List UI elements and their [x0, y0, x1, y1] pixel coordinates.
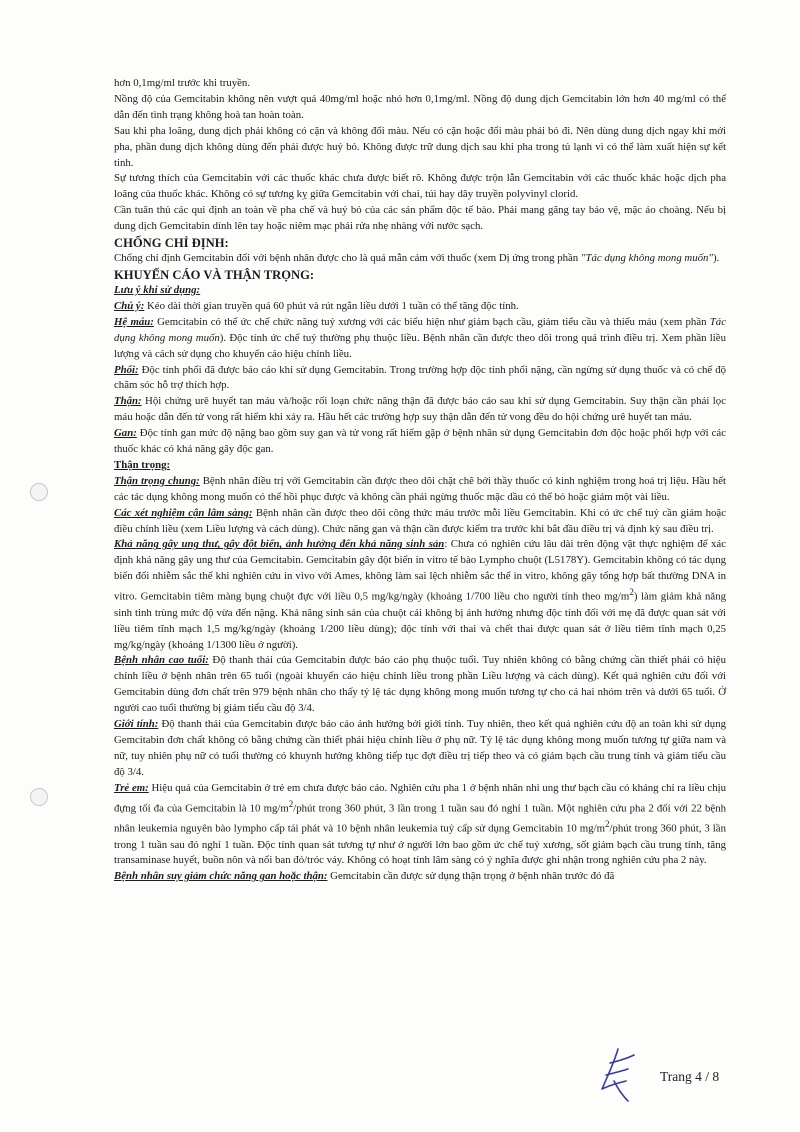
paragraph: Chống chỉ định Gemcitabin đối với bệnh nhân được cho là quá mẫn cảm với thuốc (xem Dị ứng trong phần "Tác dụng không mong muốn").	[114, 252, 720, 265]
paragraph-lab-tests: Các xét nghiệm cận lâm sàng: Bệnh nhân cần được theo dõi công thức máu trước mỗi liều Gemcitabin. Khi có ức chế tuỷ cần giảm hoặc điều chỉnh liều (xem Liều lượng và cách dùng). Chức năng gan và thận cần được kiểm tra trước khi bắt đầu điều trị và định kỳ sau điều trị.	[114, 506, 726, 535]
paragraph-hepatic-renal: Bệnh nhân suy giảm chức năng gan hoặc thận: Gemcitabin cần được sử dụng thận trọng ở bệnh nhân trước đó đã	[114, 870, 615, 883]
paragraph: Sự tương thích của Gemcitabin với các thuốc khác chưa được biết rõ. Không được trộn lẫn Gemcitabin với các thuốc khác hoặc dịch pha loãng của thuốc khác. Không có sự tương kỵ giữa Gemcitabin với chai, túi hay dây truyền polyvinyl clorid.	[114, 172, 726, 201]
paragraph-children: Trẻ em: Hiệu quả của Gemcitabin ở trẻ em chưa được báo cáo. Nghiên cứu pha 1 ở bệnh nhân nhi ung thư bạch cầu có kháng chỉ ra liều chịu đựng tối đa của Gemcitabin là 10 $mg/m^2$/phút trong 360 phút, 3 lần trong 1 tuần sau đó nghỉ 1 tuần. Một nghiên cứu pha 2 đối với 22 bệnh nhân leukemia nguyên bào lympho cấp tái phát và 10 bệnh nhân leukemia tuỷ cấp sử dụng Gemcitabin 10 $mg/m^2$/phút trong 360 phút, 3 lần trong 1 tuần sau đó nghỉ 1 tuần. Độc tính quan sát tương tự như ở người lớn bao gồm ức chế tuỷ xương, sốt giảm bạch cầu trung tính, tăng transaminase huyết, buồn nôn và nổi ban đỏ/tróc vảy. Không có hoạt tính lâm sàng có ý nghĩa được ghi nhận trong nghiên cứu pha 2 này.	[114, 781, 726, 867]
paragraph: Nồng độ của Gemcitabin không nên vượt quá 40mg/ml hoặc nhỏ hơn 0,1mg/ml. Nồng độ dung dịch Gemcitabin lớn hơn 40 mg/ml có thể dẫn đến tình trạng không hoà tan hoàn toàn.	[114, 92, 726, 121]
paragraph-liver: Gan: Độc tính gan mức độ nặng bao gồm suy gan và tử vong rất hiếm gặp ở bệnh nhân sử dụng Gemcitabin đơn độc hoặc phối hợp với các thuốc khác có khả năng gây độc gan.	[114, 427, 726, 456]
paragraph: Cần tuân thủ các qui định an toàn về pha chế và huỷ bỏ của các sản phẩm độc tế bào. Phải mang găng tay bảo vệ, mặc áo choàng. Nếu bị dung dịch Gemcitabin dính lên tay hoặc niêm mạc phải rửa nhẹ nhàng với nước sạch.	[114, 204, 726, 233]
page-number: Trang 4 / 8	[660, 1069, 720, 1084]
punch-hole-icon	[30, 788, 48, 806]
subheading-usage-notes: Lưu ý khi sử dụng:	[114, 283, 201, 296]
paragraph-elderly: Bệnh nhân cao tuổi: Độ thanh thải của Gemcitabin được báo cáo phụ thuộc tuổi. Tuy nhiên không có bằng chứng cần thiết phải có hiệu chỉnh liều ở bệnh nhân trên 65 tuổi (ngoài khuyến cáo hiệu chỉnh liều trong phần Liều lượng và cách dùng). Kết quả nghiên cứu đối với Gemcitabin dùng đơn chất trên 979 bệnh nhân cho thấy tỷ lệ tác dụng không mong muốn tương tự cho cả hai nhóm trên và dưới 65 tuổi. Ở người cao tuổi thường bị giảm tiểu cầu độ 3/4.	[114, 654, 726, 715]
paragraph-lung: Phổi: Độc tính phổi đã được báo cáo khi sử dụng Gemcitabin. Trong trường hợp độc tính phổi nặng, cần ngừng sử dụng thuốc và có chế độ chăm sóc hỗ trợ thích hợp.	[114, 363, 726, 392]
paragraph: hơn 0,1mg/ml trước khi truyền.	[114, 77, 251, 89]
paragraph-note: Chú ý: Kéo dài thời gian truyền quá 60 phút và rút ngắn liều dưới 1 tuần có thể tăng độc tính.	[114, 299, 519, 312]
paragraph-general-caution: Thận trọng chung: Bệnh nhân điều trị với Gemcitabin cần được theo dõi chặt chẽ bởi thầy thuốc có kinh nghiệm trong hoá trị liệu. Hầu hết các tác dụng không mong muốn có thể hồi phục được và không cần phải ngừng thuốc mặc dầu có thể bỏ hoặc giảm một vài liều.	[114, 474, 726, 503]
subheading-caution: Thận trọng:	[114, 458, 171, 471]
paragraph: Sau khi pha loãng, dung dịch phải không có cặn và không đổi màu. Nếu có cặn hoặc đổi màu phải bỏ đi. Nên dùng dung dịch ngay khi mới pha, phần dung dịch không dùng đến phải được huỷ bỏ. Không được trữ dung dịch sau khi pha trong tủ lạnh vì có thể làm xuất hiện sự kết tinh.	[114, 124, 726, 169]
paragraph-gender: Giới tính: Độ thanh thải của Gemcitabin được báo cáo ảnh hưởng bởi giới tính. Tuy nhiên, theo kết quả nghiên cứu độ an toàn khi sử dụng Gemcitabin đơn chất không có bằng chứng cần thiết phải hiệu chỉnh liều ở phụ nữ. Tỷ lệ tác dụng không mong muốn tương tự giữa nam và nữ, tuy nhiên phụ nữ có tuổi thường có khuynh hướng không tiếp tục đợt điều trị tiếp theo và có giảm bạch cầu trung tính và giảm tiểu cầu độ 3/4.	[114, 718, 726, 778]
paragraph-kidney: Thận: Hội chứng urê huyết tan máu và/hoặc rối loạn chức năng thận đã được báo cáo sau khi sử dụng Gemcitabin. Suy thận cần phải lọc máu hoặc dẫn đến tử vong rất hiếm khi xảy ra. Hầu hết các trường hợp suy thận dẫn đến tử vong đều do hội chứng urê huyết tan máu.	[114, 395, 726, 424]
section-heading-warnings: KHUYẾN CÁO VÀ THẬN TRỌNG:	[114, 267, 315, 282]
paragraph-blood: Hệ máu: Gemcitabin có thể ức chế chức năng tuỷ xương với các biểu hiện như giảm bạch cầu, giảm tiểu cầu và thiếu máu (xem phần Tác dụng không mong muốn). Độc tính ức chế tuỷ thường phụ thuộc liều. Bệnh nhân cần được theo dõi trong quá trình điều trị. Xem phần liều lượng và cách sử dụng cho khuyến cáo hiệu chỉnh liều.	[114, 315, 727, 360]
punch-hole-icon	[30, 483, 48, 501]
paragraph-carcinogenicity: Khả năng gây ung thư, gây đột biến, ảnh hưởng đến khả năng sinh sản: Chưa có nghiên cứu lâu dài trên động vật thực nghiệm để xác định khả năng gây ung thư của Gemcitabin. Gemcitabin gây đột biến in vitro tế bào Lympho chuột (L5178Y). Gemcitabin không có tác dụng biến đổi nhiễm sắc thể khi nghiên cứu in vivo với Ames, không làm sai lệch nhiễm sắc thể in vitro, không gây tổng hợp bất thường DNA in vitro. Gemcitabin tiêm màng bụng chuột đực với liều 0,5 mg/kg/ngày (khoảng 1/700 liều cho người tính theo $mg/m^2$) làm giảm khả năng sinh tinh trùng mức độ vừa đến nặng. Khả năng sinh sản của chuột cái không bị ảnh hưởng nhưng độc tính đối với mẹ đã được quan sát với liều tiêm tĩnh mạch 1,5 mg/kg/ngày (khoảng 1/200 liều dùng); độc tính với thai và chết thai được quan sát ở liều tiêm tĩnh mạch 0,25 mg/kg/ngày (khoảng 1/1300 liều ở người).	[114, 538, 726, 651]
section-heading-contraindications: CHỐNG CHỈ ĐỊNH:	[114, 236, 229, 251]
signature-icon	[588, 1045, 640, 1105]
document-body	[114, 76, 726, 885]
